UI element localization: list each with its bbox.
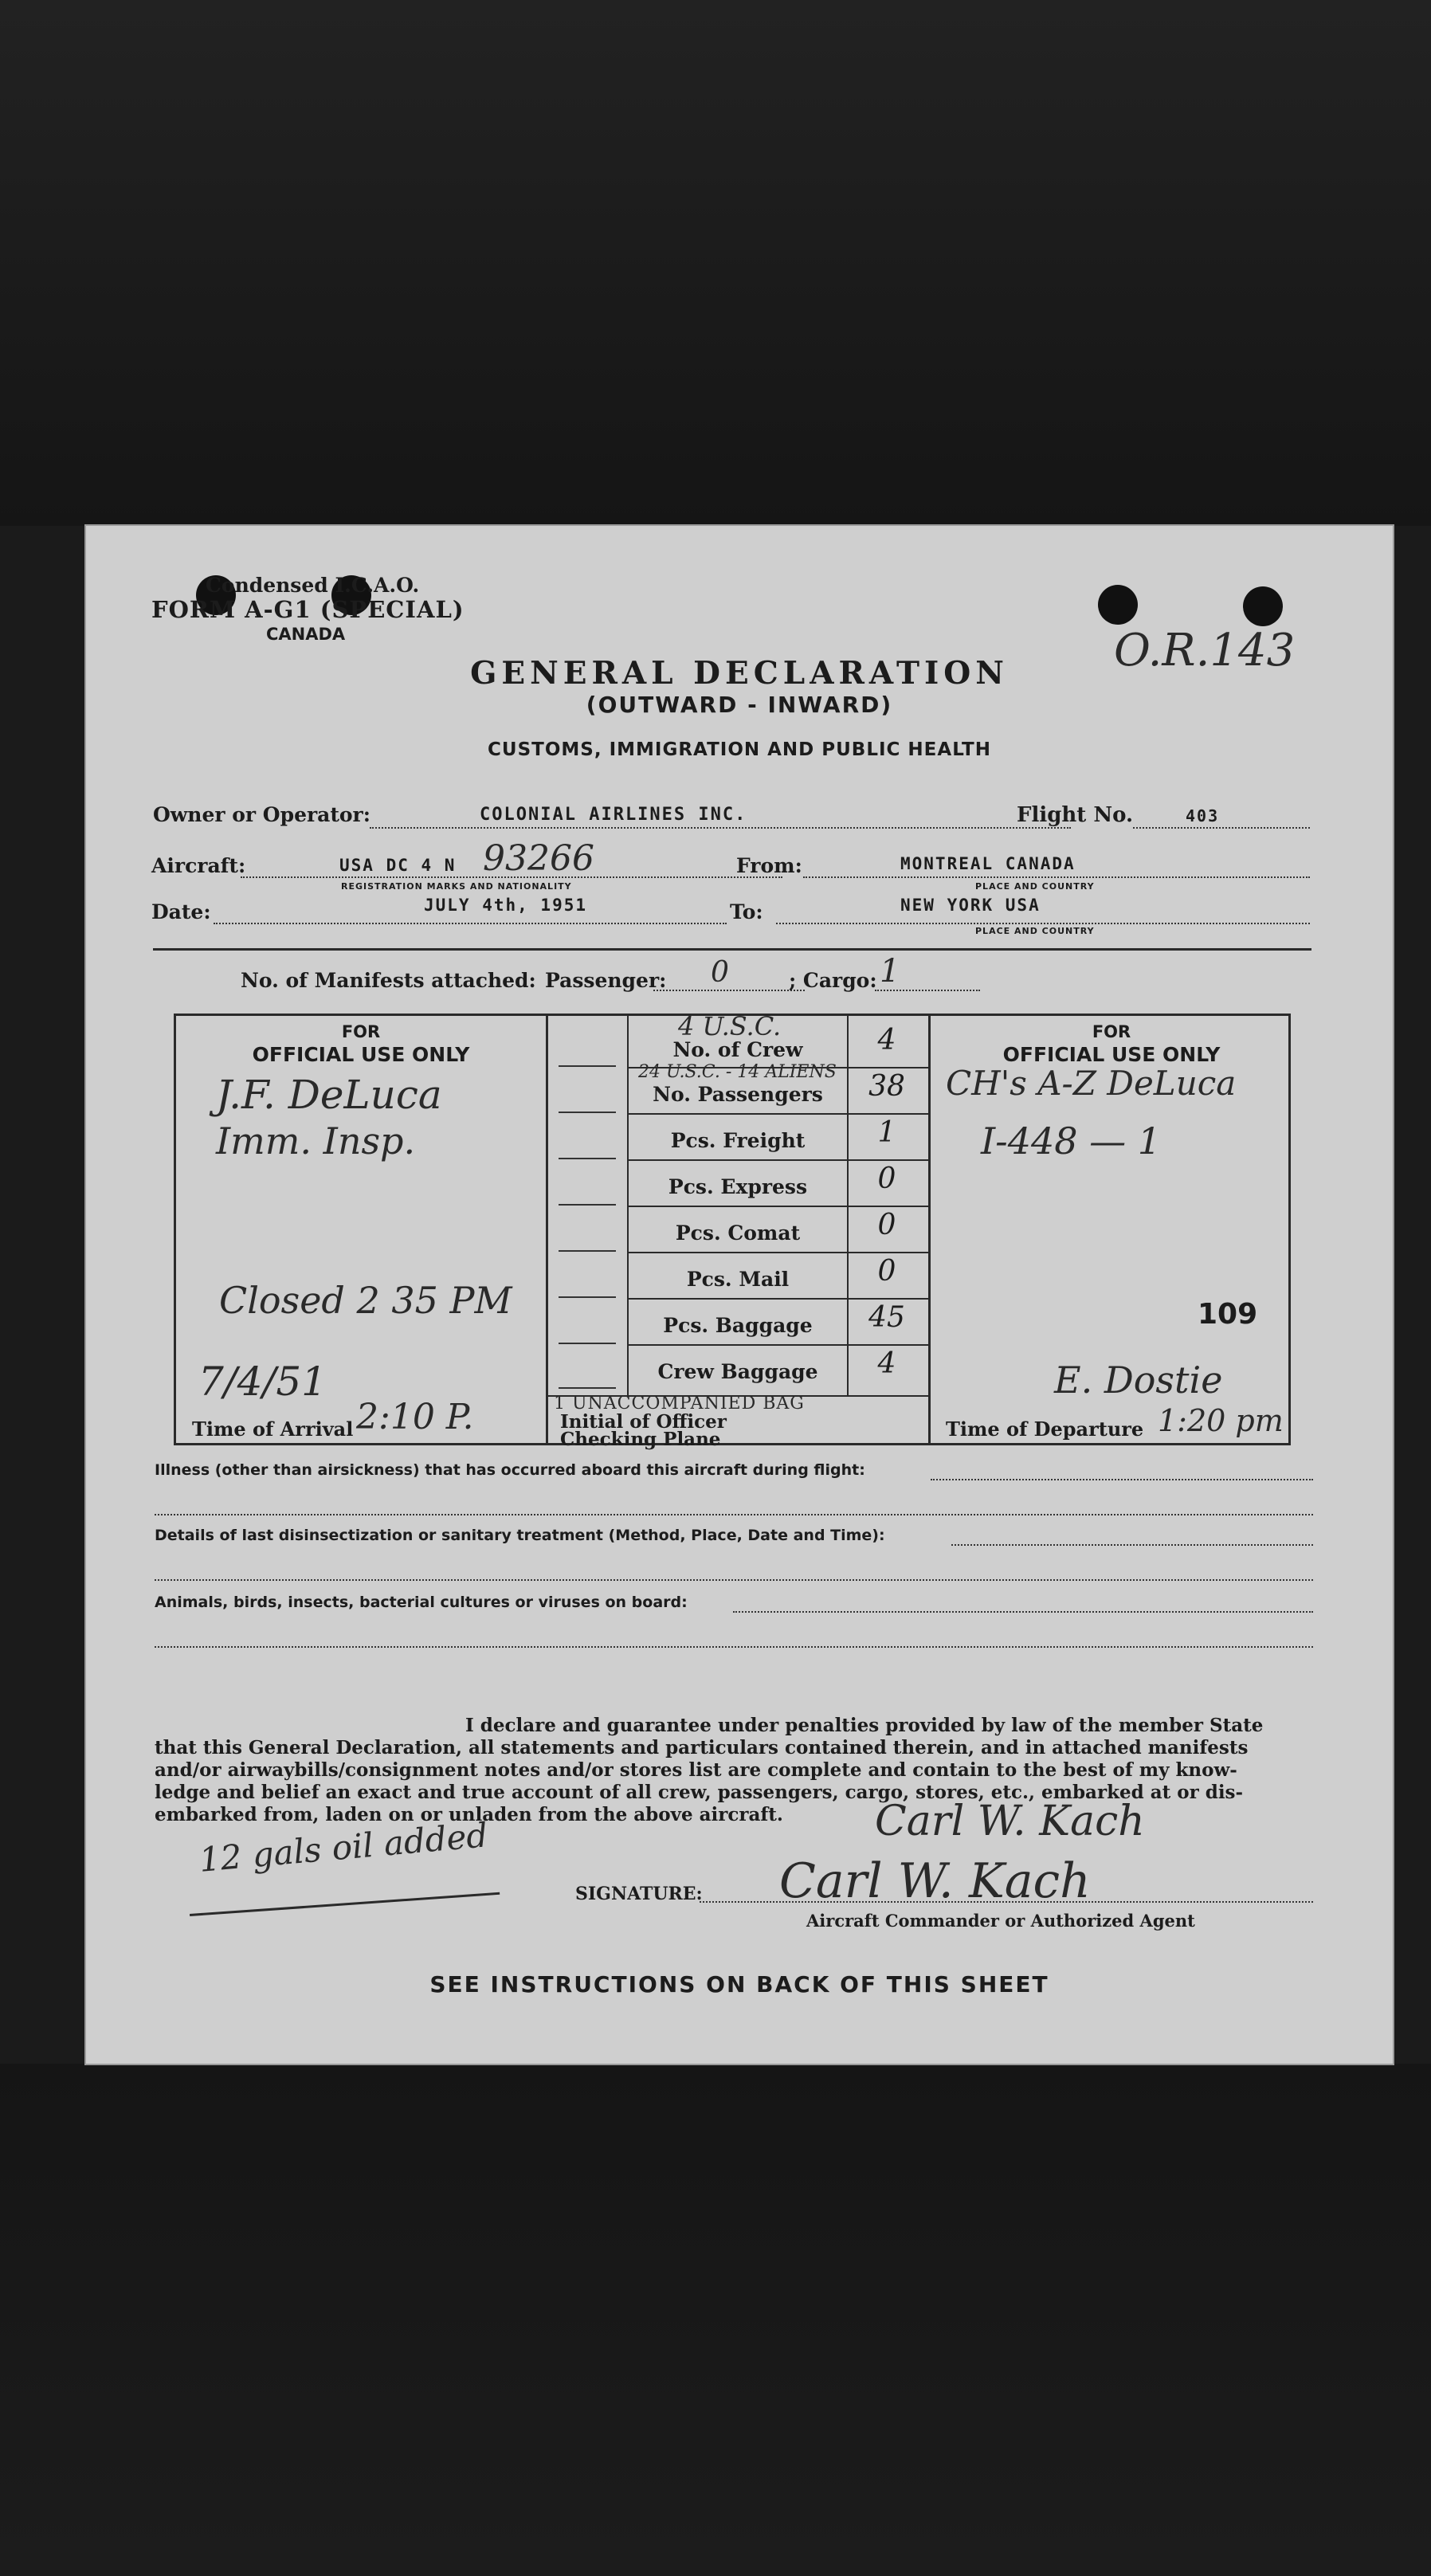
aircraft-registration: 93266 (483, 838, 594, 879)
from-line (803, 876, 1310, 878)
row-value-crew-baggage: 4 (877, 1347, 896, 1380)
form-id-line1: Condensed I.C.A.O. (206, 574, 420, 597)
to-line (776, 923, 1310, 924)
passenger-manifest-line (653, 990, 805, 991)
row-label-baggage: Pcs. Baggage (663, 1314, 813, 1337)
owner-label: Owner or Operator: (153, 803, 370, 826)
date-line (214, 923, 727, 924)
arrival-label: Time of Arrival (192, 1417, 354, 1441)
page-subtitle: (OUTWARD - INWARD) (586, 692, 893, 718)
row-value-comat: 0 (877, 1209, 896, 1241)
declaration-line3: and/or airwaybills/consignment notes and/or stores list are complete and contain to the best of my know- (155, 1759, 1237, 1781)
footer-instructions: SEE INSTRUCTIONS ON BACK OF THIS SHEET (429, 1971, 1049, 1998)
to-caption: PLACE AND COUNTRY (975, 926, 1095, 936)
illness-question: Illness (other than airsickness) that has occurred aboard this aircraft during flight: (155, 1461, 865, 1479)
header-divider (153, 948, 1311, 951)
row-label-freight: Pcs. Freight (670, 1129, 806, 1152)
departure-label: Time of Departure (946, 1417, 1144, 1441)
signature-caption: Aircraft Commander or Authorized Agent (806, 1911, 1195, 1931)
from-value: MONTREAL CANADA (900, 854, 1076, 873)
officer-label-line2: Checking Plane (560, 1429, 721, 1450)
page-title: GENERAL DECLARATION (470, 655, 1009, 692)
row-label-comat: Pcs. Comat (675, 1221, 801, 1245)
right-number: 109 (1198, 1298, 1258, 1331)
crew-note: 4 U.S.C. (678, 1011, 782, 1041)
from-caption: PLACE AND COUNTRY (975, 881, 1095, 892)
aircraft-label: Aircraft: (151, 854, 246, 877)
declaration-line4: ledge and belief an exact and true account of all crew, passengers, cargo, stores, etc., embarked at or dis- (155, 1782, 1244, 1803)
declaration-line1: I declare and guarantee under penalties provided by law of the member State (465, 1715, 1264, 1736)
aircraft-typed: USA DC 4 N (339, 856, 457, 875)
row-label-mail: Pcs. Mail (686, 1268, 790, 1291)
oil-note-underline (190, 1892, 500, 1916)
row-value-freight: 1 (877, 1116, 896, 1149)
left-official-head2: OFFICIAL USE ONLY (252, 1043, 470, 1066)
departure-value: 1:20 pm (1158, 1403, 1284, 1438)
form-id-line2: FORM A-G1 (SPECIAL) (151, 596, 465, 623)
cargo-manifest-value: 1 (880, 953, 900, 990)
manifests-label: No. of Manifests attached: (241, 969, 536, 992)
flight-line (1133, 827, 1310, 829)
right-official-head2: OFFICIAL USE ONLY (1002, 1043, 1221, 1066)
form-id-line3: CANADA (266, 625, 346, 644)
right-reference: I-448 — 1 (981, 1119, 1162, 1163)
animals-question: Animals, birds, insects, bacterial cultures or viruses on board: (155, 1594, 688, 1611)
closed-date: 7/4/51 (198, 1359, 327, 1405)
owner-line (370, 827, 1071, 829)
commander-signature-2: Carl W. Kach (779, 1853, 1091, 1909)
officer-label-line1: Initial of Officer (560, 1411, 727, 1433)
row-label-crew-baggage: Crew Baggage (657, 1360, 818, 1383)
row-label-passengers: No. Passengers (653, 1083, 823, 1106)
row-value-crew: 4 (877, 1024, 896, 1057)
right-officer-signature-2: E. Dostie (1054, 1359, 1223, 1402)
scan-background-top (0, 0, 1431, 526)
signature-label: SIGNATURE: (575, 1884, 703, 1904)
flight-label: Flight No. (1017, 803, 1134, 827)
declaration-line2: that this General Declaration, all statements and particulars contained therein, and in attached manifests (155, 1737, 1249, 1759)
row-value-express: 0 (877, 1163, 896, 1195)
unaccompanied-note: 1 UNACCOMPANIED BAG (554, 1394, 805, 1413)
owner-value: COLONIAL AIRLINES INC. (480, 805, 747, 825)
closed-time: Closed 2 35 PM (219, 1279, 512, 1322)
cargo-manifest-label: ; Cargo: (789, 969, 877, 992)
row-value-mail: 0 (877, 1255, 896, 1288)
right-officer-signature: CH's A-Z DeLuca (946, 1064, 1237, 1103)
ref-number: O.R.143 (1114, 625, 1296, 676)
declaration-sheet (86, 526, 1393, 2064)
left-officer-signature: J.F. DeLuca (216, 1072, 442, 1118)
row-value-passengers: 38 (868, 1070, 905, 1103)
department-heading: CUSTOMS, IMMIGRATION AND PUBLIC HEALTH (488, 739, 991, 760)
to-value: NEW YORK USA (900, 896, 1041, 915)
commander-signature-1: Carl W. Kach (875, 1798, 1145, 1845)
arrival-value: 2:10 P. (356, 1397, 474, 1437)
scan-background-bottom (0, 2064, 1431, 2576)
date-value: JULY 4th, 1951 (424, 896, 588, 915)
from-label: From: (736, 854, 802, 877)
passenger-manifest-value: 0 (711, 956, 729, 989)
punch-hole-icon (1098, 585, 1138, 625)
left-official-head1: FOR (341, 1022, 381, 1041)
left-officer-title: Imm. Insp. (216, 1119, 416, 1163)
row-value-baggage: 45 (868, 1301, 905, 1334)
disinsectization-question: Details of last disinsectization or sanitary treatment (Method, Place, Date and Time): (155, 1527, 885, 1544)
registration-caption: REGISTRATION MARKS AND NATIONALITY (341, 881, 572, 892)
punch-hole-icon (1243, 586, 1283, 626)
date-label: Date: (151, 900, 211, 923)
oil-note: 12 gals oil added (198, 1815, 490, 1880)
cargo-manifest-line (875, 990, 980, 991)
to-label: To: (730, 900, 763, 923)
declaration-line5: embarked from, laden on or unladen from the above aircraft. (155, 1804, 783, 1825)
flight-value: 403 (1186, 806, 1220, 825)
row-label-express: Pcs. Express (668, 1175, 808, 1198)
passenger-manifest-label: Passenger: (545, 969, 667, 992)
passenger-note: 24 U.S.C. - 14 ALIENS (638, 1062, 837, 1082)
right-official-head1: FOR (1092, 1022, 1131, 1041)
official-table (174, 1011, 1291, 1450)
row-label-crew: No. of Crew (672, 1038, 803, 1061)
